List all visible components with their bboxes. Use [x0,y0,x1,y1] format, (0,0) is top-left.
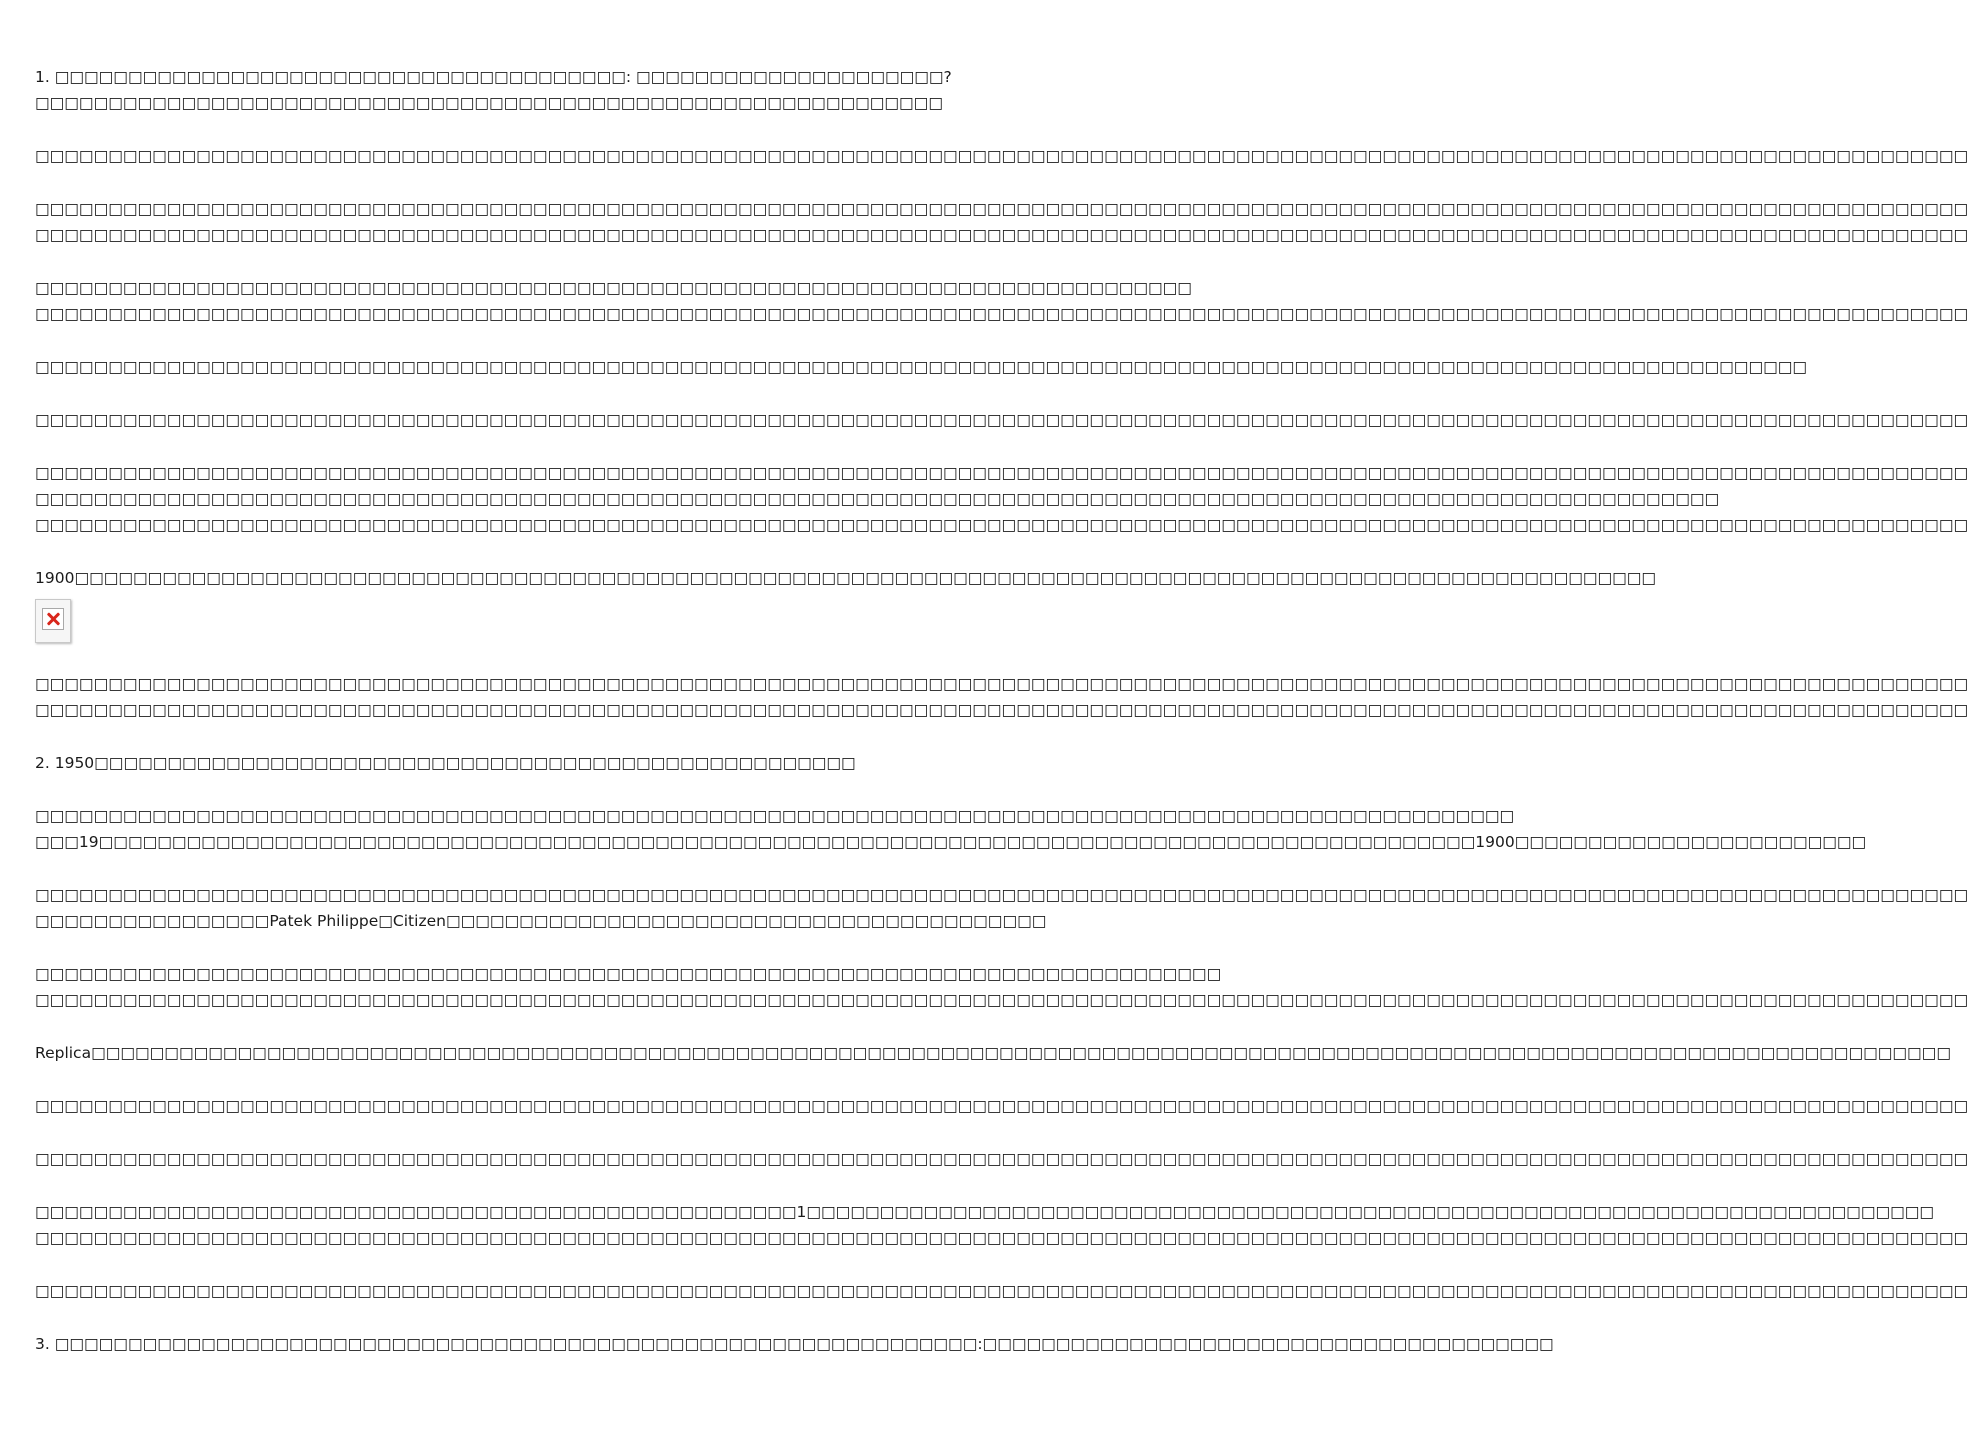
image-error-x-icon [42,608,64,630]
text-line: □□□□□□□□□□□□□□□□Patek Philippe□Citizen□□□□□□□□□□□□□□□□□□□□□□□□□□□□□□□□□□□□□□□□□ [35,912,1047,930]
text-line: Replica□□□□□□□□□□□□□□□□□□□□□□□□□□□□□□□□□□□□□□□□□□□□□□□□□□□□□□□□□□□□□□□□□□□□□□□□□□□□□□□□□□□□□□□□□□□□□□□□□□□□□□□□□□□□□□□□□□□□□□□□□□□□□□□ [35,1044,1951,1062]
paragraph-gap [35,1304,990,1331]
text-line: □□□□□□□□□□□□□□□□□□□□□□□□□□□□□□□□□□□□□□□□□□□□□□□□□□□□□□□□□□□□□□□□□□□□□□□□□□□□□□□□□□□□□□□□□□□□□□□□□□□□□□□□□□□□□□□□□□□□□□□□□□□□□□□□□□□□ [35,1150,1968,1168]
text-line: □□□□□□□□□□□□□□□□□□□□□□□□□□□□□□□□□□□□□□□□□□□□□□□□□□□□□□□□□□□□□□□□□□□□□□□□□□□□□□□□□□□□□□□□□□□□□□□□□□□□□ [35,807,1515,825]
text-line: □□□□□□□□□□□□□□□□□□□□□□□□□□□□□□□□□□□□□□□□□□□□□□□□□□□□□□□□□□□□□□□□□□□□□□□□□□□□□□□□□□□□□□□□□□□□□□□□□□□□□□□□□□□□□□□□□□□□□□□□□□□□□□□□□□□□ [35,886,1968,904]
paragraph-gap [35,1066,990,1093]
paragraph-gap [35,1013,990,1040]
text-line: 1900□□□□□□□□□□□□□□□□□□□□□□□□□□□□□□□□□□□□□□□□□□□□□□□□□□□□□□□□□□□□□□□□□□□□□□□□□□□□□□□□□□□□□□□□□□□□□□□□□□□□□□□□□□□□ [35,569,1657,587]
text-line: □□□□□□□□□□□□□□□□□□□□□□□□□□□□□□□□□□□□□□□□□□□□□□□□□□□□□□□□□□□□□□□□□□□□□□□□□□□□□□□□□□□□□□□□□□□□□□□□□□□□□□□□□□□□□□□□□□□□□□□□□□□□□□□□□□□□ [35,675,1968,693]
paragraph-gap [35,169,990,196]
paragraph-gap [35,723,990,750]
text-line: □□□□□□□□□□□□□□□□□□□□□□□□□□□□□□□□□□□□□□□□□□□□□□□□□□□□□□□□□□□□□□□□□□□□□□□□□□□□□□□□□□□□□□□□□□□□□□□□□□□□□□□□□□□□□□□□□□□□□□□□□□□□□□□□□□□□ [35,226,1968,244]
text-line: □□□□□□□□□□□□□□□□□□□□□□□□□□□□□□□□□□□□□□□□□□□□□□□□□□□□□□□□□□□□□□□□□□□□□□□□□□□□□□□ [35,279,1192,297]
document-body [35,64,1968,1357]
paragraph-gap [35,1172,990,1199]
paragraph-gap [35,380,990,407]
paragraph-gap [35,1119,990,1146]
text-line: □□□□□□□□□□□□□□□□□□□□□□□□□□□□□□□□□□□□□□□□□□□□□□□□□□□□1□□□□□□□□□□□□□□□□□□□□□□□□□□□□□□□□□□□□□□□□□□□□□□□□□□□□□□□□□□□□□□□□□□□□□□□□□□□□□ [35,1203,1935,1221]
text-line: □□□□□□□□□□□□□□□□□□□□□□□□□□□□□□□□□□□□□□□□□□□□□□□□□□□□□□□□□□□□□□□□□□□□□□□□□□□□□□□□□□□□□□□□□□□□□□□□□□□□□□□□□□□□□□□□□□□□□□□□□□□□□□□□□□□□ [35,516,1968,534]
text-line: □□□□□□□□□□□□□□□□□□□□□□□□□□□□□□□□□□□□□□□□□□□□□□□□□□□□□□□□□□□□□□□□□□□□□□□□□□□□□□□□□□□□□□□□□□□□□□□□□□□□□□□□□□□□□□□□□□□□□□□□□□□□□□□□□□□□ [35,1282,1968,1300]
paragraph-gap [35,538,990,565]
text-line: □□□□□□□□□□□□□□□□□□□□□□□□□□□□□□□□□□□□□□□□□□□□□□□□□□□□□□□□□□□□□□□□□□□□□□□□□□□□□□□□□□□□□□□□□□□□□□□□□□□□□□□□□□□□□□□□□□□□□□□□□ [35,358,1808,376]
text-line: □□□□□□□□□□□□□□□□□□□□□□□□□□□□□□□□□□□□□□□□□□□□□□□□□□□□□□□□□□□□□□□□□□□□□□□□□□□□□□□□□□□□□□□□□□□□□□□□□□□□□□□□□□□□□□□□□□□□□□□□□□□□□□□□□□□□ [35,411,1968,429]
text-line: □□□□□□□□□□□□□□□□□□□□□□□□□□□□□□□□□□□□□□□□□□□□□□□□□□□□□□□□□□□□□□□□□□□□□□□□□□□□□□□□□□□□□□□□□□□□□□□□□□□□□□□□□□□□□□□□□□□□□□□□□□□□□□□□□□□□ [35,147,1968,165]
text-line: □□□□□□□□□□□□□□□□□□□□□□□□□□□□□□□□□□□□□□□□□□□□□□□□□□□□□□□□□□□□□□□□□□□□□□□□□□□□□□□□□□□□□□□□□□□□□□□□□□□□□□□□□□□□□□□□□□□□□□□□□□□□□□□□□□□□ [35,464,1968,482]
text-line: □□□□□□□□□□□□□□□□□□□□□□□□□□□□□□□□□□□□□□□□□□□□□□□□□□□□□□□□□□□□□□□□□□□□□□□□□□□□□□□□□□□□□□□□□□□□□□□□□□□□□□□□□□□□□□□□□□□□□□□□□□□□□□□□□□□□ [35,200,1968,218]
text-line: □□□□□□□□□□□□□□□□□□□□□□□□□□□□□□□□□□□□□□□□□□□□□□□□□□□□□□□□□□□□□□□□□□□□□□□□□□□□□□□□□□□□□□□□□□□□□□□□□□□□□□□□□□□□□□□□□□□□□□□□□□□□□□□□□□□□ [35,701,1968,719]
text-line: □□□□□□□□□□□□□□□□□□□□□□□□□□□□□□□□□□□□□□□□□□□□□□□□□□□□□□□□□□□□□□□□□□□□□□□□□□□□□□□□□□□□□□□□□□□□□□□□□□□□□□□□□□□□□□□□□□□□□□□□□□□□□□□□□□□□ [35,305,1968,323]
text-line: □□□□□□□□□□□□□□□□□□□□□□□□□□□□□□□□□□□□□□□□□□□□□□□□□□□□□□□□□□□□□□□□□□□□□□□□□□□□□□□□□ [35,965,1222,983]
paragraph-gap [35,433,990,460]
text-line: □□□□□□□□□□□□□□□□□□□□□□□□□□□□□□□□□□□□□□□□□□□□□□□□□□□□□□□□□□□□□□□□□□□□□□□□□□□□□□□□□□□□□□□□□□□□□□□□□□□□□□□□□□□□□□□□□□□□□□□□□□□□□□□□□□□□ [35,1097,1968,1115]
paragraph-gap [35,855,990,882]
text-line: □□□□□□□□□□□□□□□□□□□□□□□□□□□□□□□□□□□□□□□□□□□□□□□□□□□□□□□□□□□□□□□□□□□□□□□□□□□□□□□□□□□□□□□□□□□□□□□□□□□□□□□□□□□□□□□□□□□□□□□□□□□□□□□□□□□□ [35,991,1968,1009]
paragraph-gap [35,1251,990,1278]
paragraph-gap [35,934,990,961]
paragraph-gap [35,248,990,275]
text-line: □□□19□□□□□□□□□□□□□□□□□□□□□□□□□□□□□□□□□□□□□□□□□□□□□□□□□□□□□□□□□□□□□□□□□□□□□□□□□□□□□□□□□□□□□□□□□□□□□□1900□□□□□□□□□□□□□□□□□□□□□□□□ [35,833,1867,851]
text-line: □□□□□□□□□□□□□□□□□□□□□□□□□□□□□□□□□□□□□□□□□□□□□□□□□□□□□□□□□□□□□□ [35,94,943,112]
text-line: □□□□□□□□□□□□□□□□□□□□□□□□□□□□□□□□□□□□□□□□□□□□□□□□□□□□□□□□□□□□□□□□□□□□□□□□□□□□□□□□□□□□□□□□□□□□□□□□□□□□□□□□□□□□□□□□□□□ [35,490,1720,508]
paragraph-gap [35,116,990,143]
broken-image-icon [35,599,71,643]
text-line: 2. 1950□□□□□□□□□□□□□□□□□□□□□□□□□□□□□□□□□□□□□□□□□□□□□□□□□□□□ [35,754,856,772]
text-line: 3. □□□□□□□□□□□□□□□□□□□□□□□□□□□□□□□□□□□□□□□□□□□□□□□□□□□□□□□□□□□□□□□:□□□□□□□□□□□□□□□□□□□□□□□□□□□□□□□□□□□□□□□ [35,1335,1554,1353]
paragraph-gap [35,327,990,354]
text-line: □□□□□□□□□□□□□□□□□□□□□□□□□□□□□□□□□□□□□□□□□□□□□□□□□□□□□□□□□□□□□□□□□□□□□□□□□□□□□□□□□□□□□□□□□□□□□□□□□□□□□□□□□□□□□□□□□□□□□□□□□□□□□□□□□□□□ [35,1229,1968,1247]
paragraph-gap [35,776,990,803]
text-line: 1. □□□□□□□□□□□□□□□□□□□□□□□□□□□□□□□□□□□□□□□: □□□□□□□□□□□□□□□□□□□□□? [35,68,952,86]
